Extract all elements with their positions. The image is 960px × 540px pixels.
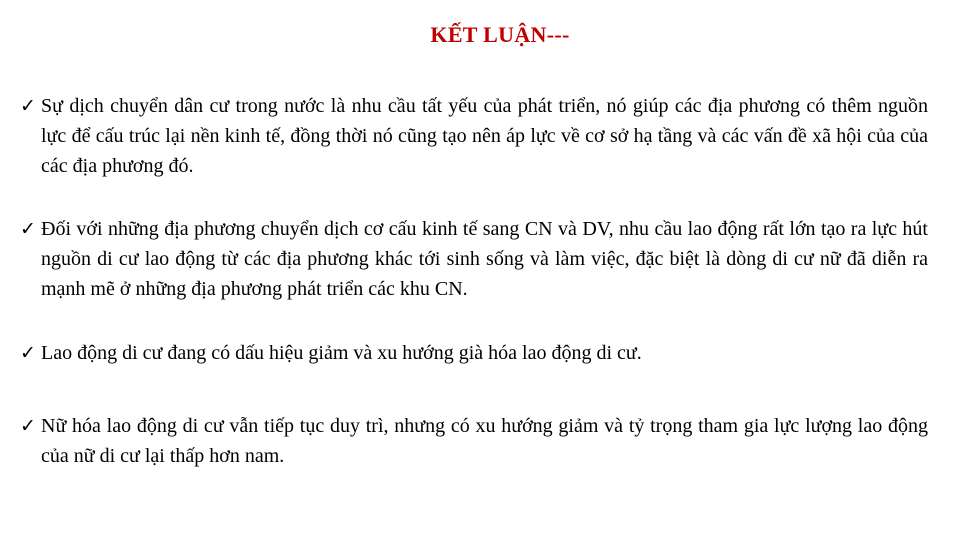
bullet-item — [20, 338, 928, 368]
bullet-text: Đối với những địa phương chuyển dịch cơ cấu kinh tế sang CN và DV, nhu cầu lao động rất lớn tạo ra lực hút nguồn di cư lao động từ các địa phương khác tới sinh sống và làm việc, đặc biệt là dòng di cư nữ đã diễn ra mạnh mẽ ở những địa phương phát triển các khu CN. — [41, 218, 928, 300]
bullet-item — [20, 214, 928, 304]
bullet-text: Sự dịch chuyển dân cư trong nước là nhu cầu tất yếu của phát triển, nó giúp các địa phương có thêm nguồn lực để cấu trúc lại nền kinh tế, đồng thời nó cũng tạo nên áp lực về cơ sở hạ tầng và các vấn đề xã hội của của các địa phương đó. — [41, 95, 928, 177]
bullet-item — [20, 411, 928, 471]
slide-title-text: KẾT LUẬN--- — [430, 22, 570, 47]
checkmark-icon: ✓ — [20, 342, 36, 364]
checkmark-icon: ✓ — [20, 95, 36, 117]
checkmark-icon: ✓ — [20, 218, 36, 240]
slide-title — [0, 22, 960, 48]
checkmark-icon: ✓ — [20, 415, 36, 437]
bullet-text: Nữ hóa lao động di cư vẫn tiếp tục duy trì, nhưng có xu hướng giảm và tỷ trọng tham gia lực lượng lao động của nữ di cư lại thấp hơn nam. — [41, 415, 928, 467]
bullet-text: Lao động di cư đang có dấu hiệu giảm và xu hướng già hóa lao động di cư. — [41, 342, 642, 364]
bullet-item — [20, 91, 928, 181]
